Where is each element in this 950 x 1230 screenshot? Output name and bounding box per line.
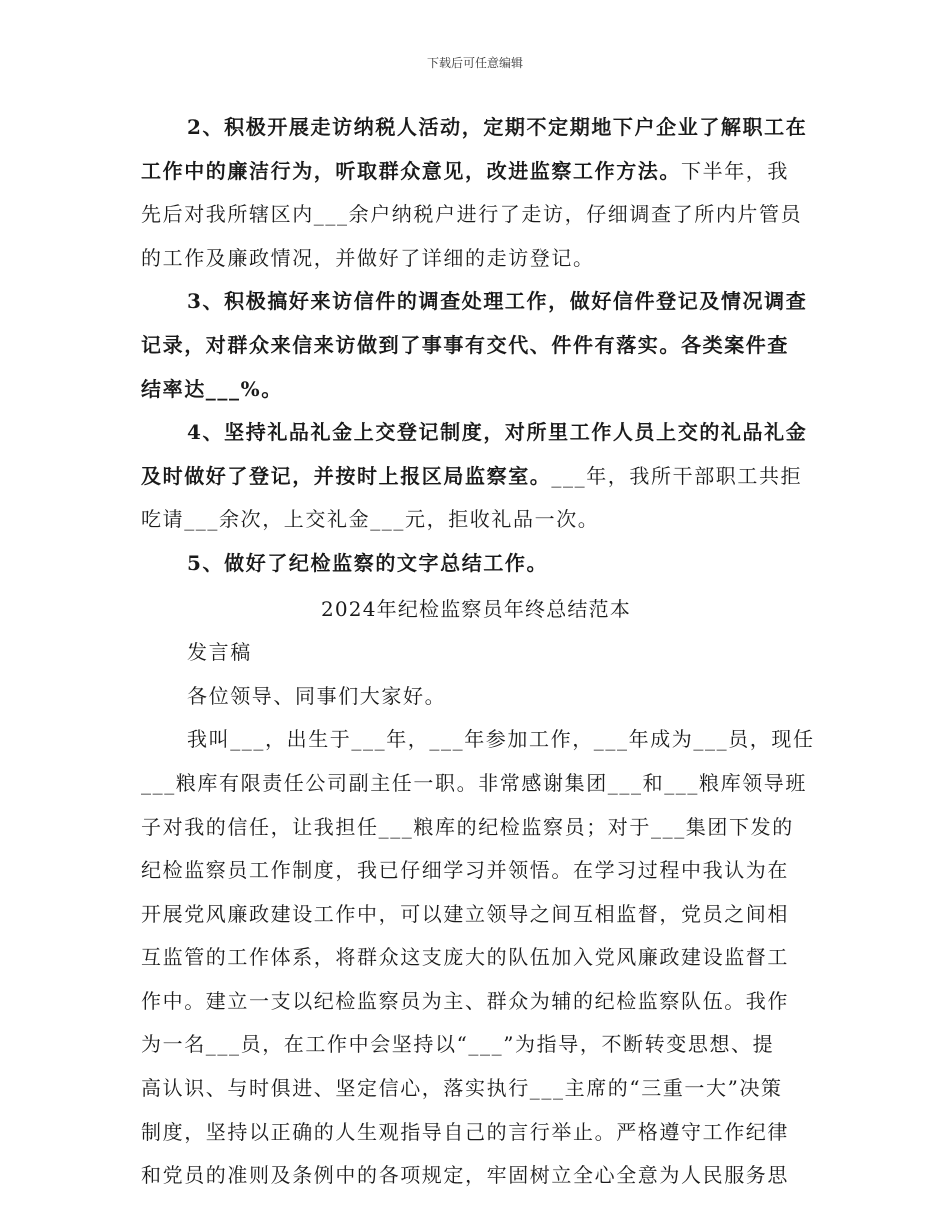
body-line: ___粮库有限责任公司副主任一职。非常感谢集团___和___粮库领导班 (141, 770, 807, 795)
greeting: 各位领导、同事们大家好。 (187, 683, 447, 708)
body-line: 子对我的信任，让我担任___粮库的纪检监察员；对于___集团下发的 (141, 814, 794, 839)
item4-line2-tail: ___年，我所干部职工共拒 (551, 463, 803, 488)
body-line: 互监管的工作体系，将群众这支庞大的队伍加入党风廉政建设监督工 (141, 945, 789, 970)
item2-line3: 先后对我所辖区内___余户纳税户进行了走访，仔细调查了所内片管员 (141, 202, 803, 227)
body-line: 和党员的准则及条例中的各项规定，牢固树立全心全意为人民服务思 (141, 1163, 789, 1188)
body-line: 纪检监察员工作制度，我已仔细学习并领悟。在学习过程中我认为在 (141, 858, 789, 883)
document-body (141, 106, 815, 1198)
item4-line1: 4、坚持礼品礼金上交登记制度，对所里工作人员上交的礼品礼金 (187, 420, 808, 445)
item4-line2-bold: 及时做好了登记，并按时上报区局监察室。 (141, 463, 552, 488)
body-line: 我叫___，出生于___年，___年参加工作，___年成为___员，现任 (187, 727, 815, 752)
body-line: 作中。建立一支以纪检监察员为主、群众为辅的纪检监察队伍。我作 (141, 988, 789, 1013)
body-line: 高认识、与时俱进、坚定信心，落实执行___主席的“三重一大”决策 (141, 1076, 783, 1101)
item2-line2-tail: 下半年，我 (681, 158, 789, 183)
item2-line1: 2、积极开展走访纳税人活动，定期不定期地下户企业了解职工在 (187, 115, 808, 139)
item4-line3: 吃请___余次，上交礼金___元，拒收礼品一次。 (141, 507, 600, 532)
body-line: 制度，坚持以正确的人生观指导自己的言行举止。严格遵守工作纪律 (141, 1119, 789, 1144)
item3-line2: 记录，对群众来信来访做到了事事有交代、件件有落实。各类案件查 (141, 332, 789, 357)
item4-line2 (141, 455, 811, 499)
item2-line4: 的工作及廉政情况，并做好了详细的走访登记。 (141, 245, 595, 270)
page-header: 下载后可任意编辑 (426, 56, 523, 70)
item5-line: 5、做好了纪检监察的文字总结工作。 (187, 550, 549, 575)
body-line: 开展党风廉政建设工作中，可以建立领导之间互相监督，党员之间相 (141, 901, 789, 926)
item2-line2-bold: 工作中的廉洁行为，听取群众意见，改进监察工作方法。 (141, 158, 681, 183)
document-title: 2024年纪检监察员年终总结范本 (320, 596, 632, 621)
item3-line1: 3、积极搞好来访信件的调查处理工作，做好信件登记及情况调查 (187, 289, 808, 314)
body-line: 为一名___员，在工作中会坚持以“___”为指导，不断转变思想、提 (141, 1032, 775, 1057)
item3-line3: 结率达___%。 (141, 376, 283, 401)
item2-line2 (141, 150, 811, 194)
speech-label: 发言稿 (187, 640, 252, 665)
